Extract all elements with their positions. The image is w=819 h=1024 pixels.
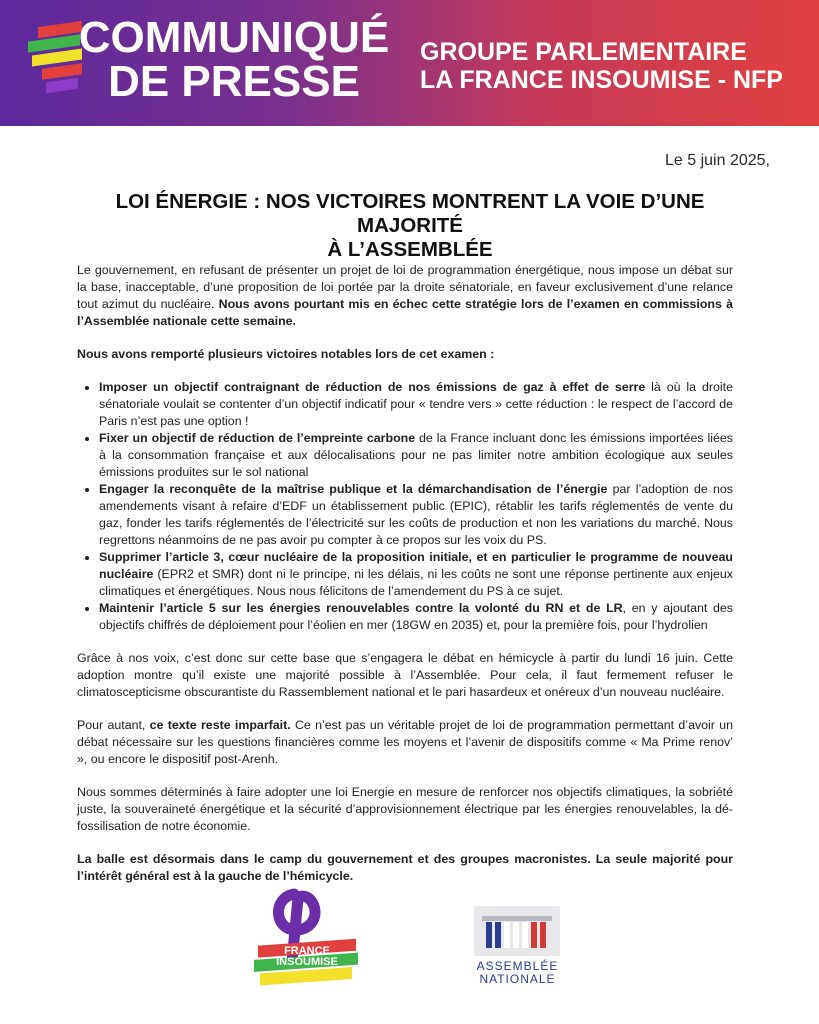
date: Le 5 juin 2025, [665,152,770,169]
footer-logos [0,884,819,1004]
title-line-2: DE PRESSE [108,57,360,106]
determined-paragraph: Nous sommes déterminés à faire adopter une loi Energie en mesure de renforcer nos objectifs climatiques, la sobriété juste, la souveraineté énergétique et la sécurité d’approvisionnement électrique par les énergies renouvelables, la dé-fossilisation de notre économie. [77,785,733,833]
assemblee-wordmark: ASSEMBLÉE NATIONALE [476,959,559,986]
list-item: • Maintenir l’article 5 sur les énergies renouvelables contre la volonté du RN et de LR, en y ajoutant des objectifs chiffrés de déploiement pour l’éolien en mer (18GW en 2035) et, pour la première fois, pour l’hydrolien [99,600,733,634]
list-item: • Fixer un objectif de réduction de l’empreinte carbone de la France incluant donc les émissions importées liées à la consommation française et aux délocalisations pour ne pas limiter notre ambition écologique aux seules émissions produites sur le sol national [99,430,733,481]
victories-heading: Nous avons remporté plusieurs victoires notables lors de cet examen : [77,347,495,361]
headline [60,190,760,262]
imperfect-paragraph: Pour autant, ce texte reste imparfait. Ce n’est pas un véritable projet de loi de programmation permettant d’avoir un débat nécessaire sur les questions financières comme les moyens et l’avenir de dispositifs comme « Ma Prime renov’ », ou encore le dispositif post-Arenh. [77,718,734,766]
group-title-line-2: LA FRANCE INSOUMISE - NFP [420,66,783,94]
title-line-1: COMMUNIQUÉ [78,13,390,62]
assemblee-nationale-logo [470,906,565,996]
closing-paragraph: La balle est désormais dans le camp du gouvernement et des groupes macronistes. La seule majorité pour l’intérêt général est à la gauche de l’hémicycle. [77,852,733,883]
majority-paragraph: Grâce à nos voix, c’est donc sur cette base que s’engagera le débat en hémicycle à partir du lundi 16 juin. Cette adoption montre qu’il existe une majorité possible à l’Assemblée. Pour cela, il faut fermement refuser le climatoscepticisme obscurantiste du Rassemblement national et le pari hasardeux et onéreux d’un nouveau nucléaire. [77,651,733,699]
headline-line-2: À L’ASSEMBLÉE [327,238,493,261]
lfi-logo [252,884,362,994]
body-text [77,262,733,885]
header-banner [0,0,819,126]
list-item: • Imposer un objectif contraignant de réduction de nos émissions de gaz à effet de serre là où la droite sénatoriale voulait se contenter d’un objectif indicatif pour « tendre vers » cette réduction : le respect de l’accord de Paris n’est pas une option ! [99,379,733,430]
press-release-title [74,13,394,106]
lfi-wordmark: FRANCE INSOUMISE [276,945,338,968]
group-title [420,38,783,94]
headline-line-1: LOI ÉNERGIE : NOS VICTOIRES MONTRENT LA VOIE D’UNE MAJORITÉ [115,190,705,237]
victories-list [77,379,733,634]
hemicycle-icon [474,906,560,956]
group-title-line-1: GROUPE PARLEMENTAIRE [420,38,747,66]
intro-paragraph: Le gouvernement, en refusant de présenter un projet de loi de programmation énergétique, nous impose un débat sur la base, inacceptable, d’une proposition de loi portée par la droite sénatoriale, en faveur exclusivement d’une relance tout azimut du nucléaire. Nous avons pourtant mis en échec cette stratégie lors de l’examen en commissions à l’Assemblée nationale cette semaine. [77,263,733,328]
list-item: • Engager la reconquête de la maîtrise publique et la démarchandisation de l’énergie par l’adoption de nos amendements visant à refaire d’EDF un établissement public (EPIC), rétablir les tarifs réglementés de vente du gaz, fonder les tarifs réglementés de l’électricité sur les coûts de production et non les variations du marché. Nous regrettons néanmoins de ne pas avoir pu compter à ce propos sur les voix du PS. [99,481,733,549]
list-item: • Supprimer l’article 3, cœur nucléaire de la proposition initiale, et en particulier le programme de nouveau nucléaire (EPR2 et SMR) dont ni le principe, ni les délais, ni les coûts ne sont une réponse pertinente aux enjeux climatiques et énergétiques. Nous nous félicitons de l’amendement du PS à ce sujet. [99,549,733,600]
phi-icon [252,884,362,994]
